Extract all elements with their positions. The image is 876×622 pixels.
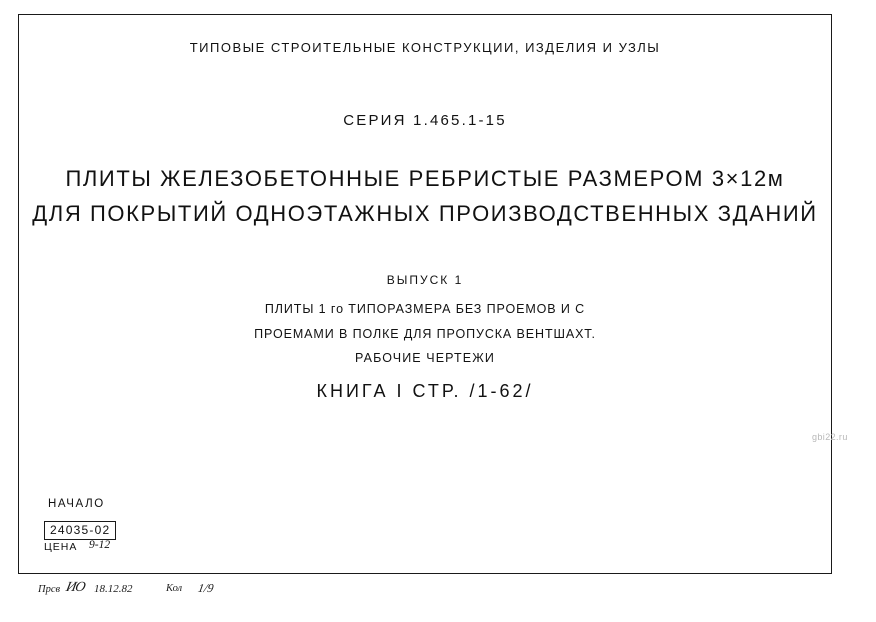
handwritten-copies-label: Кол bbox=[166, 583, 183, 594]
watermark-text: gbi22.ru bbox=[812, 432, 848, 442]
issue-number: ВЫПУСК 1 bbox=[386, 273, 464, 287]
handwritten-date: 18.12.82 bbox=[94, 583, 133, 595]
sheet-border bbox=[18, 14, 832, 574]
handwritten-signature: ИО bbox=[64, 580, 86, 595]
document-title bbox=[18, 168, 832, 225]
subtitle-line-2: ПРОЕМАМИ В ПОЛКЕ ДЛЯ ПРОПУСКА ВЕНТШАХТ. bbox=[254, 327, 596, 341]
book-and-pages: КНИГА I СТР. /1-62/ bbox=[316, 381, 534, 401]
subtitle-line-1: ПЛИТЫ 1 го ТИПОРАЗМЕРА БЕЗ ПРОЕМОВ И С bbox=[264, 302, 586, 316]
document-header: ТИПОВЫЕ СТРОИТЕЛЬНЫЕ КОНСТРУКЦИИ, ИЗДЕЛИЯ И УЗЛЫ bbox=[189, 40, 661, 55]
price-value: 9-12 bbox=[89, 539, 111, 551]
start-label: НАЧАЛО bbox=[48, 498, 105, 510]
document-title-line-1: ПЛИТЫ ЖЕЛЕЗОБЕТОННЫЕ РЕБРИСТЫЕ РАЗМЕРОМ 3×12м bbox=[65, 166, 785, 191]
price-label: ЦЕНА bbox=[44, 541, 78, 553]
handwritten-annotations bbox=[38, 580, 438, 606]
document-code-box: 24035-02 bbox=[44, 521, 116, 540]
handwritten-checked-label: Прсв bbox=[38, 584, 61, 595]
document-title-line-2: ДЛЯ ПОКРЫТИЙ ОДНОЭТАЖНЫХ ПРОИЗВОДСТВЕННЫХ ЗДАНИЙ bbox=[32, 201, 818, 226]
handwritten-copies-value: 1/9 bbox=[196, 581, 215, 595]
subtitle-line-3: РАБОЧИЕ ЧЕРТЕЖИ bbox=[355, 351, 495, 365]
series-number: СЕРИЯ 1.465.1-15 bbox=[343, 112, 507, 129]
